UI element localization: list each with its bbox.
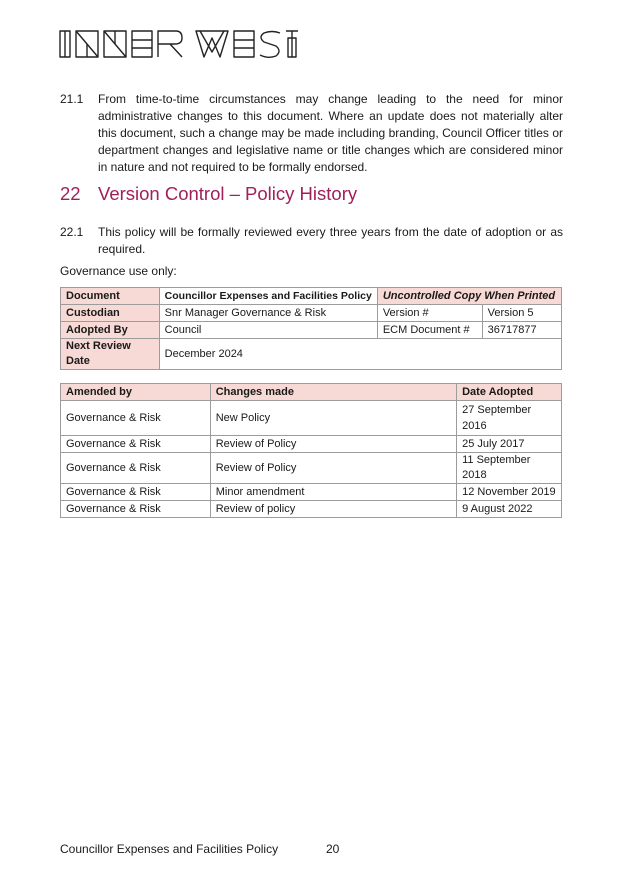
paragraph-22-1 — [60, 224, 563, 258]
section-title: Version Control – Policy History — [98, 183, 358, 204]
column-header: Date Adopted — [457, 384, 562, 401]
page-number: 20 — [326, 842, 340, 856]
paragraph-21-1 — [60, 91, 563, 176]
inner-west-logo — [58, 28, 298, 62]
amended-by-cell: Governance & Risk — [61, 401, 211, 436]
section-heading-22 — [60, 183, 357, 205]
paragraph-text: This policy will be formally reviewed every three years from the date of adoption or as required. — [98, 225, 563, 256]
page-footer — [60, 842, 340, 856]
document-label: Document — [61, 288, 160, 305]
changes-cell: Minor amendment — [210, 484, 456, 501]
date-cell: 12 November 2019 — [457, 484, 562, 501]
date-cell: 11 September 2018 — [457, 453, 562, 484]
footer-title: Councillor Expenses and Facilities Policy — [60, 842, 279, 856]
date-cell: 27 September 2016 — [457, 401, 562, 436]
document-value: Councillor Expenses and Facilities Policy — [159, 288, 377, 305]
amended-by-cell: Governance & Risk — [61, 501, 211, 518]
amended-by-cell: Governance & Risk — [61, 453, 211, 484]
changes-cell: Review of policy — [210, 501, 456, 518]
changes-cell: Review of Policy — [210, 436, 456, 453]
table-row — [61, 339, 562, 370]
column-header: Changes made — [210, 384, 456, 401]
paragraph-number: 22.1 — [60, 225, 84, 239]
amended-by-cell: Governance & Risk — [61, 436, 211, 453]
amended-by-cell: Governance & Risk — [61, 484, 211, 501]
table-header-row — [61, 384, 562, 401]
section-number: 22 — [60, 183, 81, 204]
table-row — [61, 322, 562, 339]
table-row — [61, 401, 562, 436]
version-label: Version # — [377, 305, 482, 322]
table-row — [61, 501, 562, 518]
paragraph-text: From time-to-time circumstances may change leading to the need for minor administrative changes to this document. Where an update does not materially alter this document, such a change may be made including branding, Council Officer titles or department changes and legislative name or title changes which are considered minor in nature and not required to be formally endorsed. — [98, 92, 563, 174]
table-row — [61, 436, 562, 453]
version-value: Version 5 — [482, 305, 561, 322]
changes-cell: New Policy — [210, 401, 456, 436]
table-row — [61, 453, 562, 484]
table-row — [61, 484, 562, 501]
column-header: Amended by — [61, 384, 211, 401]
document-control-table — [60, 287, 562, 370]
paragraph-number: 21.1 — [60, 92, 84, 106]
table-row — [61, 305, 562, 322]
ecm-label: ECM Document # — [377, 322, 482, 339]
review-label: Next Review Date — [61, 339, 160, 370]
custodian-value: Snr Manager Governance & Risk — [159, 305, 377, 322]
adopted-label: Adopted By — [61, 322, 160, 339]
adopted-value: Council — [159, 322, 377, 339]
table-row — [61, 288, 562, 305]
changes-cell: Review of Policy — [210, 453, 456, 484]
date-cell: 9 August 2022 — [457, 501, 562, 518]
review-value: December 2024 — [159, 339, 561, 370]
version-history-table — [60, 383, 562, 518]
date-cell: 25 July 2017 — [457, 436, 562, 453]
uncontrolled-notice: Uncontrolled Copy When Printed — [377, 288, 561, 305]
ecm-value: 36717877 — [482, 322, 561, 339]
governance-note: Governance use only: — [60, 264, 177, 278]
custodian-label: Custodian — [61, 305, 160, 322]
